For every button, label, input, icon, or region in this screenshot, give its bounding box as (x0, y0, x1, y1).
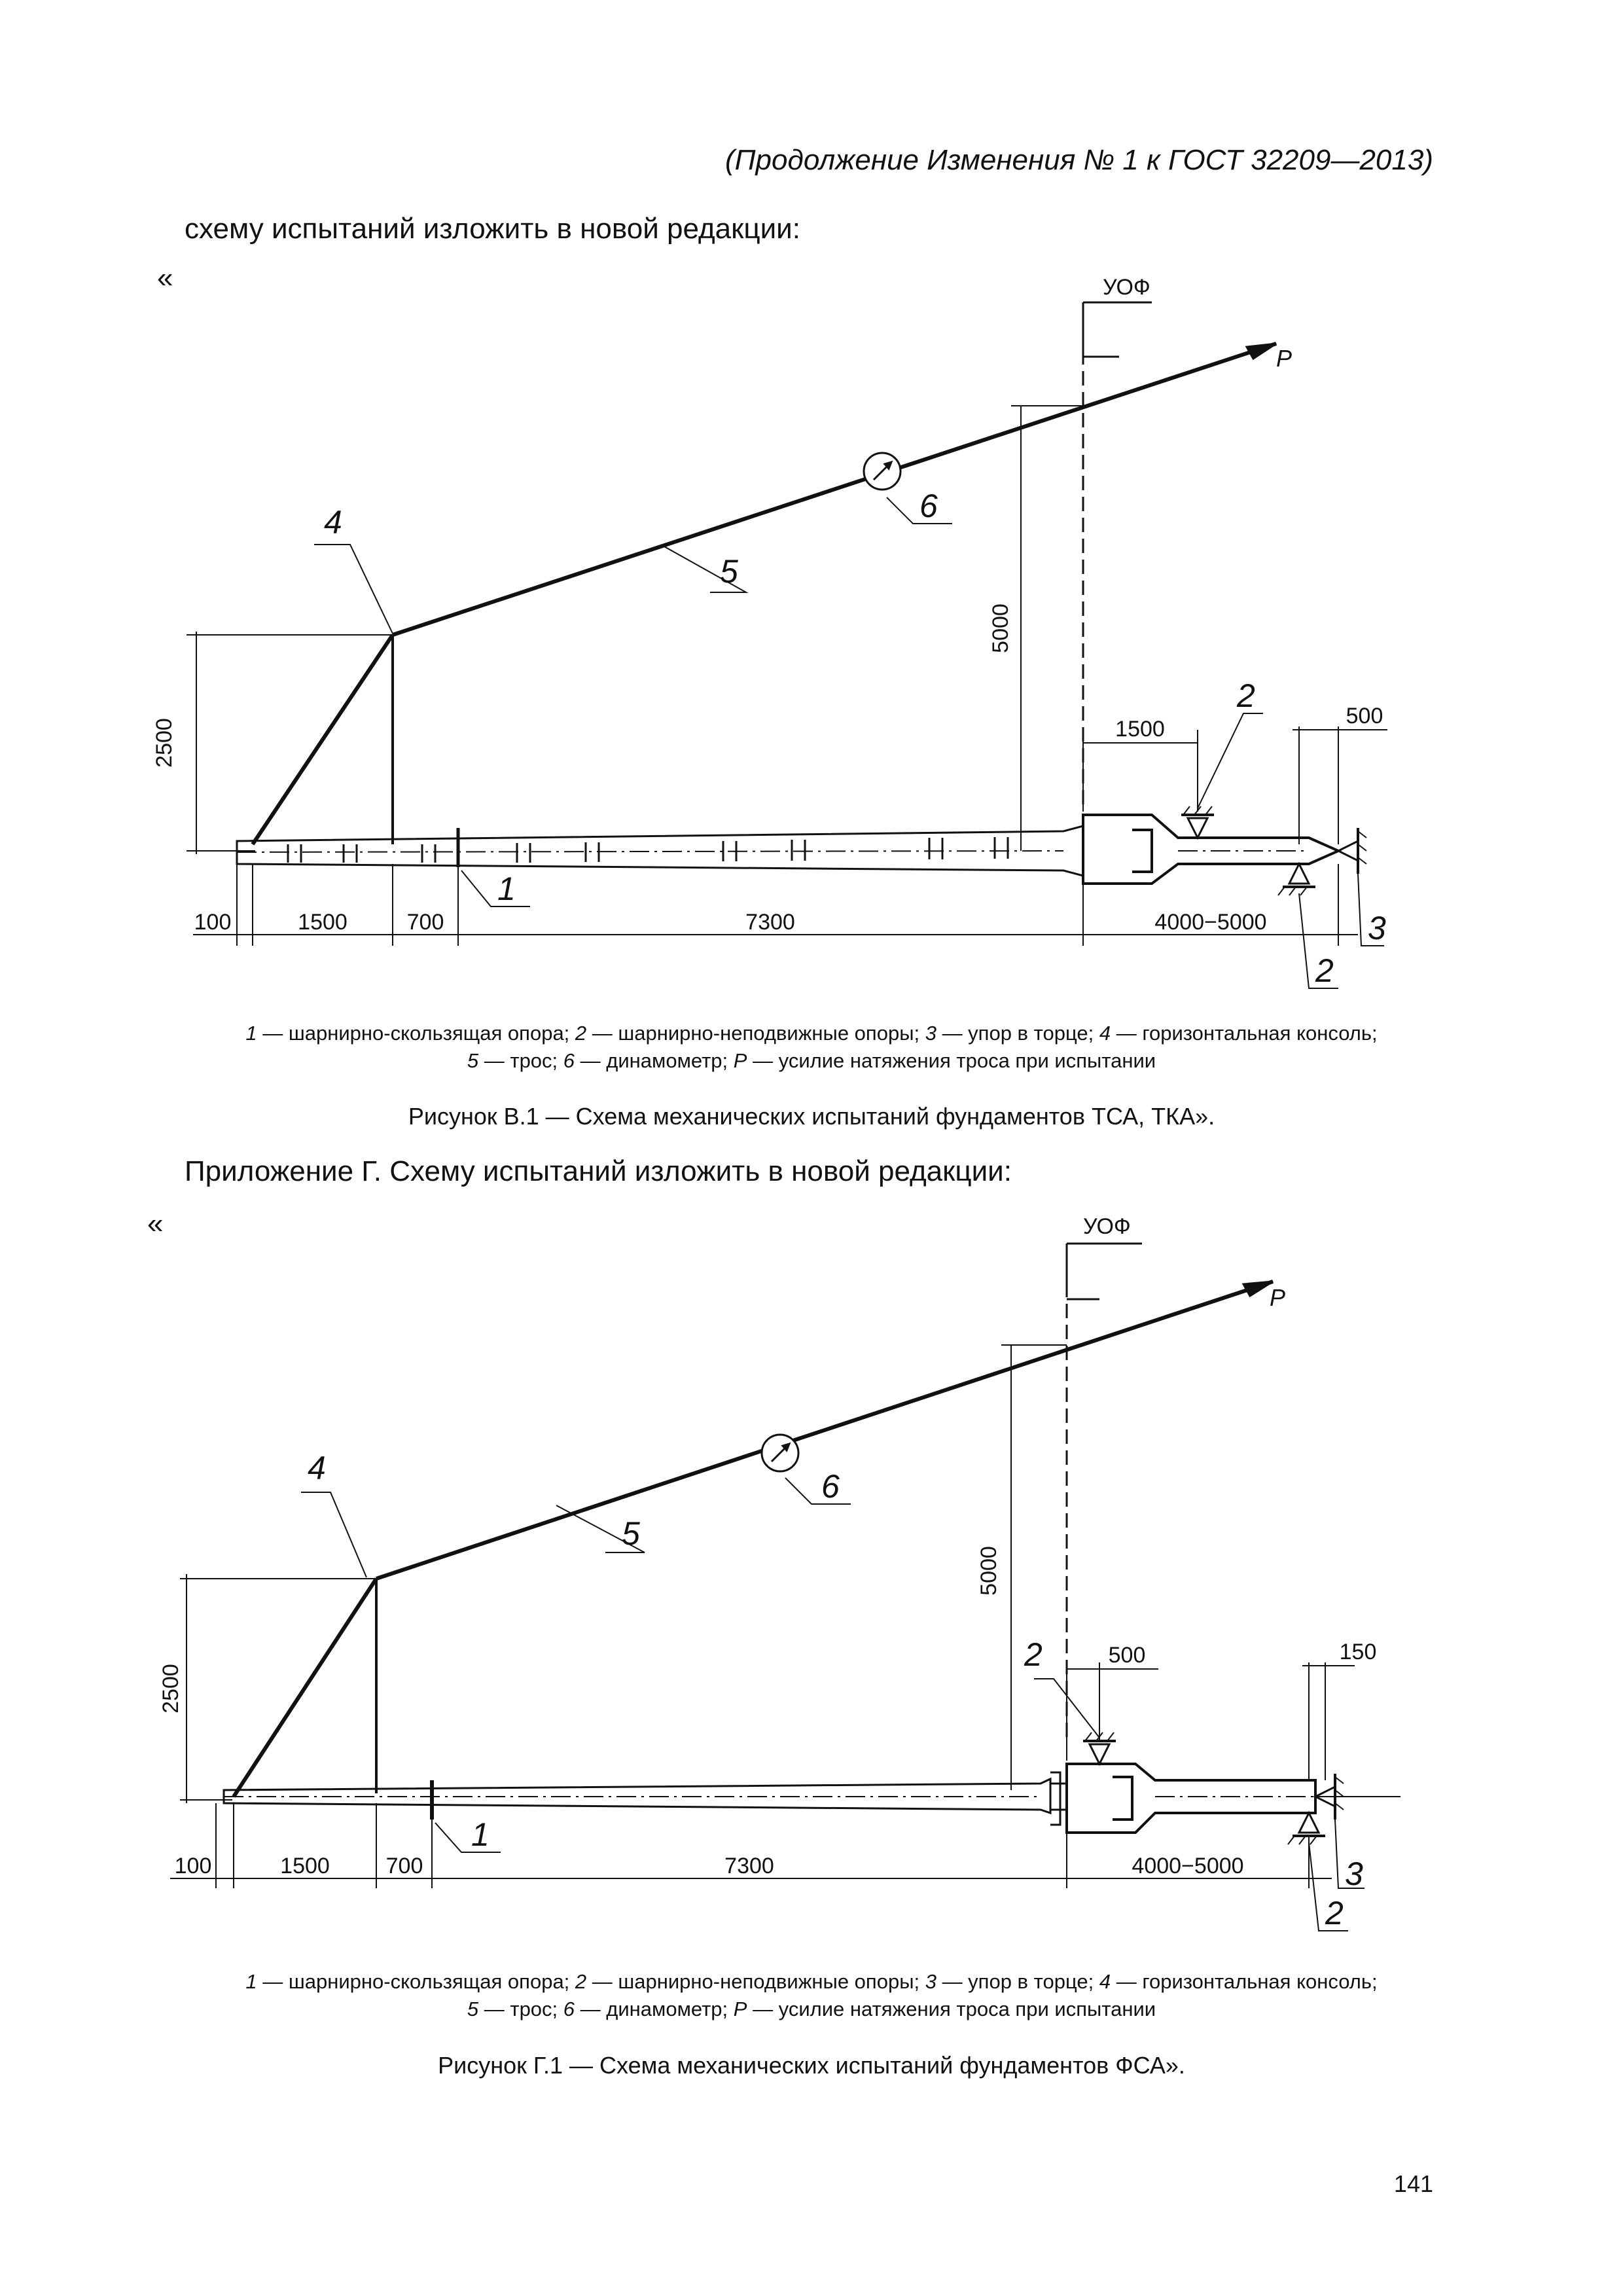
legend-num: 4 (1099, 1970, 1111, 1993)
dim-150-top-2: 150 (1339, 1640, 1377, 1664)
legend-num: P (733, 1049, 747, 1072)
legend-text: — горизонтальная консоль; (1111, 1970, 1378, 1993)
dim-100: 100 (194, 910, 232, 935)
callout-2-top: 2 (1237, 677, 1255, 714)
figure-1-legend (118, 1020, 1505, 1075)
legend-num: 3 (925, 1970, 936, 1993)
legend-text: — шарнирно-неподвижные опоры; (586, 1022, 925, 1045)
force-label: P (1276, 345, 1293, 372)
figure-1-diagram (0, 0, 1623, 1021)
legend-text: — упор в торце; (936, 1022, 1099, 1045)
legend-text: — трос; (478, 1998, 563, 2020)
uof-label: УОФ (1103, 275, 1150, 300)
legend-text: — шарнирно-скользящая опора; (257, 1022, 575, 1045)
legend-text: — усилие натяжения троса при испытании (747, 1998, 1156, 2020)
opening-quote: « (157, 262, 173, 294)
dim-7300: 7300 (745, 910, 795, 935)
dim-1500-top: 1500 (1115, 717, 1165, 742)
legend-num: 1 (245, 1022, 257, 1045)
legend-text: — горизонтальная консоль; (1111, 1022, 1378, 1045)
callout-1: 1 (497, 870, 516, 907)
legend-num: 5 (467, 1049, 479, 1072)
callout-6: 6 (919, 488, 938, 524)
legend-line-2 (118, 1996, 1505, 2023)
legend-text: — динамометр; (575, 1049, 734, 1072)
figure-2-caption: Рисунок Г.1 — Схема механических испытаний фундаментов ФСА». (438, 2052, 1185, 2079)
dim-7300-2: 7300 (724, 1854, 774, 1878)
page-number: 141 (1393, 2170, 1433, 2197)
figure-2-legend (118, 1968, 1505, 2023)
callout-5: 5 (720, 553, 738, 590)
figure-2-diagram (0, 1204, 1623, 1957)
callout-6-2: 6 (821, 1468, 840, 1505)
dim-100-2: 100 (174, 1854, 212, 1878)
callout-4-2: 4 (308, 1450, 326, 1486)
rope-dimension: 5000 (988, 603, 1013, 653)
legend-text: — упор в торце; (936, 1970, 1099, 1993)
callout-2-bottom: 2 (1315, 952, 1334, 989)
legend-num: 6 (563, 1998, 575, 2020)
legend-line-2 (118, 1047, 1505, 1075)
legend-num: 3 (925, 1022, 936, 1045)
legend-num: 1 (245, 1970, 257, 1993)
legend-line-1 (118, 1020, 1505, 1047)
legend-text: — динамометр; (575, 1998, 734, 2020)
appendix-paragraph: Приложение Г. Схему испытаний изложить в новой редакции: (185, 1155, 1012, 1187)
legend-num: 6 (563, 1049, 575, 1072)
dim-500-top: 500 (1346, 704, 1383, 728)
height-dimension: 2500 (152, 718, 177, 768)
dim-1500-2: 1500 (280, 1854, 330, 1878)
legend-num: 2 (575, 1970, 587, 1993)
legend-text: — трос; (478, 1049, 563, 1072)
legend-text: — усилие натяжения троса при испытании (747, 1049, 1156, 1072)
legend-num: 4 (1099, 1022, 1111, 1045)
uof-label-2: УОФ (1083, 1214, 1131, 1239)
force-label-2: P (1270, 1284, 1286, 1311)
callout-4: 4 (324, 504, 342, 541)
height-dimension-2: 2500 (158, 1664, 183, 1713)
dim-700-2: 700 (385, 1854, 423, 1878)
callout-2-top-2: 2 (1024, 1636, 1043, 1673)
callout-1-2: 1 (471, 1816, 490, 1853)
legend-num: 2 (575, 1022, 587, 1045)
legend-num: 5 (467, 1998, 479, 2020)
dim-4000-5000-2: 4000−5000 (1132, 1854, 1244, 1878)
callout-3-2: 3 (1345, 1856, 1363, 1892)
legend-line-1 (118, 1968, 1505, 1996)
legend-text: — шарнирно-скользящая опора; (257, 1970, 575, 1993)
intro-paragraph: схему испытаний изложить в новой редакции: (185, 213, 800, 245)
dim-700: 700 (406, 910, 444, 935)
rope-dimension-2: 5000 (976, 1546, 1001, 1596)
page-header: (Продолжение Изменения № 1 к ГОСТ 32209—2013) (725, 144, 1433, 176)
dim-500-top-2: 500 (1108, 1643, 1146, 1668)
figure-1-caption: Рисунок В.1 — Схема механических испытаний фундаментов ТСА, ТКА». (408, 1103, 1215, 1130)
dim-4000-5000: 4000−5000 (1154, 910, 1267, 935)
legend-num: P (733, 1998, 747, 2020)
callout-3: 3 (1368, 910, 1386, 946)
opening-quote-2: « (147, 1208, 164, 1240)
callout-5-2: 5 (622, 1515, 640, 1552)
legend-text: — шарнирно-неподвижные опоры; (586, 1970, 925, 1993)
dim-1500: 1500 (298, 910, 348, 935)
callout-2-bottom-2: 2 (1325, 1895, 1344, 1931)
